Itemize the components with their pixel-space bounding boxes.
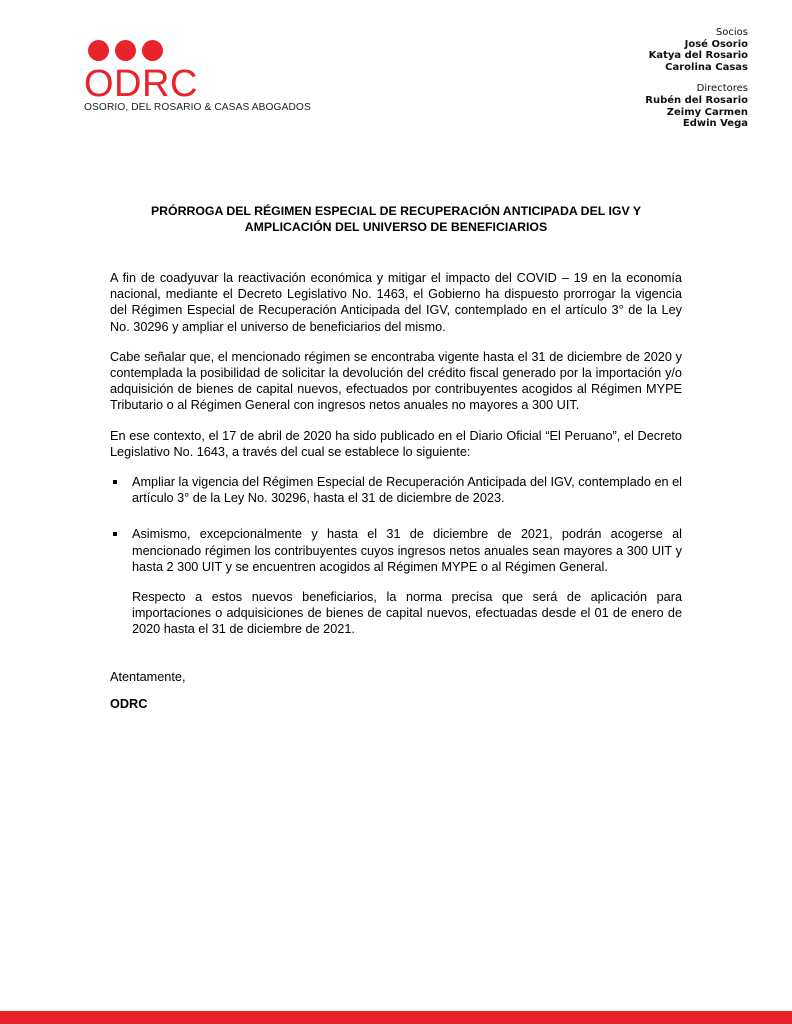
- closing-salutation: Atentamente,: [110, 670, 186, 684]
- body-paragraph: Respecto a estos nuevos beneficiarios, la norma precisa que será de aplicación para importaciones o adquisiciones de bienes de capital nuevos, efectuadas desde el 01 de enero de 2020 hasta el 31 de diciembre de 2021.: [132, 590, 682, 637]
- list-item: [110, 474, 682, 506]
- body-paragraph: Cabe señalar que, el mencionado régimen se encontraba vigente hasta el 31 de diciembre de 2020 y contemplada la posibilidad de solicitar la devolución del crédito fiscal generado por la importación y/o adquisición de bienes de capital nuevos, efectuados por contribuyentes acogidos al Régimen MYPE Tributario o al Régimen General con ingresos netos anuales no mayores a 300 UIT.: [110, 349, 682, 413]
- logo-dot: [88, 40, 109, 61]
- list-item-text: Asimismo, excepcionalmente y hasta el 31 de diciembre de 2021, podrán acogerse al mencionado régimen los contribuyentes cuyos ingresos netos anuales sean mayores a 300 UIT y hasta 2 300 UIT y se encuentren acogidos al Régimen MYPE o al Régimen General.: [132, 527, 682, 574]
- list-item-text: Ampliar la vigencia del Régimen Especial de Recuperación Anticipada del IGV, contemplado en el artículo 3° de la Ley No. 30296, hasta el 31 de diciembre de 2023.: [132, 475, 682, 506]
- partner-name: Katya del Rosario: [648, 50, 748, 62]
- logo-wordmark: ODRC: [84, 63, 198, 105]
- director-name: Zeimy Carmen: [666, 106, 748, 118]
- document-title: [110, 203, 682, 235]
- partners-heading: Socios: [715, 27, 748, 38]
- director-name: Edwin Vega: [682, 118, 748, 130]
- partner-name: Carolina Casas: [665, 61, 748, 73]
- square-bullet-icon: [113, 532, 117, 536]
- partners-group: [645, 27, 748, 73]
- body-paragraph: A fin de coadyuvar la reactivación económica y mitigar el impacto del COVID – 19 en la economía nacional, mediante el Decreto Legislativo No. 1463, el Gobierno ha dispuesto prorrogar la vigencia del Régimen Especial de Recuperación Anticipada del IGV, contemplado en el artículo 3° de la Ley No. 30296 y ampliar el universo de beneficiarios del mismo.: [110, 271, 682, 334]
- staff-list: [645, 27, 748, 130]
- logo-dot: [142, 40, 163, 61]
- document-body: [110, 270, 682, 652]
- firm-name: OSORIO, DEL ROSARIO & CASAS ABOGADOS: [84, 102, 311, 113]
- directors-group: [645, 83, 748, 129]
- directors-heading: Directores: [696, 83, 748, 95]
- body-paragraph: En ese contexto, el 17 de abril de 2020 ha sido publicado en el Diario Oficial “El Peruano”, el Decreto Legislativo No. 1643, a través del cual se establece lo siguiente:: [110, 428, 682, 459]
- footer-bar: [0, 1011, 792, 1024]
- director-name: Rubén del Rosario: [645, 94, 748, 106]
- partner-name: José Osorio: [684, 38, 748, 50]
- signature: ODRC: [110, 697, 148, 711]
- list-item: [110, 526, 682, 575]
- square-bullet-icon: [113, 480, 117, 484]
- title-line: AMPLICACIÓN DEL UNIVERSO DE BENEFICIARIOS: [244, 220, 548, 234]
- measures-list: [110, 474, 682, 575]
- title-line: PRÓRROGA DEL RÉGIMEN ESPECIAL DE RECUPERACIÓN ANTICIPADA DEL IGV Y: [150, 204, 642, 218]
- logo-dot: [115, 40, 136, 61]
